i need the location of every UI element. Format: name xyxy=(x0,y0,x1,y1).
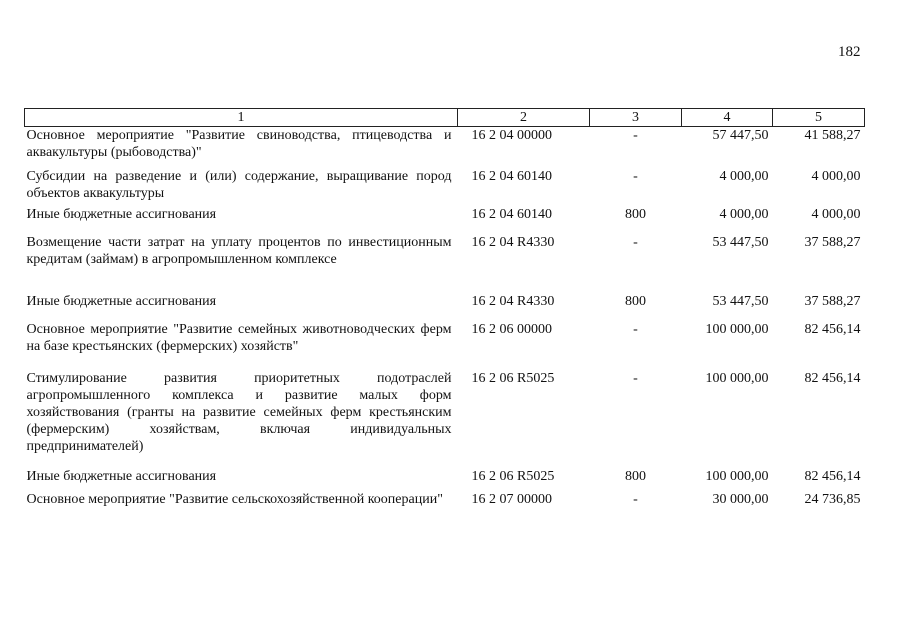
table-row xyxy=(25,161,865,202)
row-amount-1: 100 000,00 xyxy=(705,371,769,386)
row-vr: 800 xyxy=(625,469,646,484)
row-amount-1: 57 447,50 xyxy=(712,128,769,143)
table-row xyxy=(25,316,865,366)
table-header xyxy=(25,109,865,127)
row-vr: - xyxy=(633,371,638,386)
row-name: Возмещение части затрат на уплату процентов по инвестиционным кредитам (займам) в агропромышленном комплексе xyxy=(26,235,452,267)
row-name: Основное мероприятие "Развитие семейных животноводческих ферм на базе крестьянских (фермерских) хозяйств" xyxy=(26,322,452,354)
row-amount-1: 53 447,50 xyxy=(712,294,769,309)
row-name: Иные бюджетные ассигнования xyxy=(26,469,217,484)
row-name: Основное мероприятие "Развитие сельскохозяйственной кооперации" xyxy=(26,492,443,507)
row-code: 16 2 04 R4330 xyxy=(471,235,555,250)
header-col-4: 4 xyxy=(682,109,773,127)
table-row xyxy=(25,202,865,226)
row-amount-1: 30 000,00 xyxy=(712,492,769,507)
row-amount-1: 4 000,00 xyxy=(719,207,769,222)
row-vr: 800 xyxy=(625,207,646,222)
row-name: Иные бюджетные ассигнования xyxy=(26,294,217,309)
page-number: 182 xyxy=(838,44,861,60)
row-amount-2: 37 588,27 xyxy=(804,294,861,309)
table-row xyxy=(25,226,865,289)
table-row xyxy=(25,127,865,162)
row-amount-1: 4 000,00 xyxy=(719,169,769,184)
header-col-5: 5 xyxy=(773,109,865,127)
row-code: 16 2 04 60140 xyxy=(471,207,552,222)
header-col-1: 1 xyxy=(25,109,458,127)
table-body xyxy=(25,127,865,527)
row-code: 16 2 06 R5025 xyxy=(471,371,555,386)
row-amount-1: 100 000,00 xyxy=(705,322,769,337)
header-col-2: 2 xyxy=(458,109,590,127)
row-vr: - xyxy=(633,322,638,337)
table-row xyxy=(25,289,865,316)
budget-table xyxy=(24,108,865,526)
row-code: 16 2 04 R4330 xyxy=(471,294,555,309)
row-code: 16 2 04 60140 xyxy=(471,169,552,184)
row-amount-2: 41 588,27 xyxy=(804,128,861,143)
row-amount-2: 82 456,14 xyxy=(804,469,861,484)
row-name: Субсидии на разведение и (или) содержание, выращивание пород объектов аквакультуры xyxy=(26,169,452,201)
row-vr: - xyxy=(633,492,638,507)
row-amount-2: 82 456,14 xyxy=(804,322,861,337)
row-code: 16 2 07 00000 xyxy=(471,492,552,507)
table-row xyxy=(25,366,865,464)
row-amount-2: 82 456,14 xyxy=(804,371,861,386)
row-amount-1: 53 447,50 xyxy=(712,235,769,250)
header-col-3: 3 xyxy=(590,109,682,127)
table-row xyxy=(25,488,865,526)
row-code: 16 2 06 R5025 xyxy=(471,469,555,484)
row-vr: - xyxy=(633,169,638,184)
table-row xyxy=(25,464,865,488)
row-code: 16 2 06 00000 xyxy=(471,322,552,337)
row-name: Иные бюджетные ассигнования xyxy=(26,207,217,222)
row-name: Стимулирование развития приоритетных подотраслей агропромышленного комплекса и развитие малых форм хозяйствования (гранты на развитие семейных ферм крестьянским (фермерским) хозяйствам, включая индивидуальных предпринимателей) xyxy=(26,371,452,454)
row-amount-2: 4 000,00 xyxy=(811,207,861,222)
row-vr: 800 xyxy=(625,294,646,309)
row-code: 16 2 04 00000 xyxy=(471,128,552,143)
row-vr: - xyxy=(633,235,638,250)
row-name: Основное мероприятие "Развитие свиноводства, птицеводства и аквакультуры (рыбоводства)" xyxy=(26,128,452,160)
row-vr: - xyxy=(633,128,638,143)
header-row xyxy=(25,109,865,127)
row-amount-2: 4 000,00 xyxy=(811,169,861,184)
row-amount-1: 100 000,00 xyxy=(705,469,769,484)
row-amount-2: 37 588,27 xyxy=(804,235,861,250)
row-amount-2: 24 736,85 xyxy=(804,492,861,507)
